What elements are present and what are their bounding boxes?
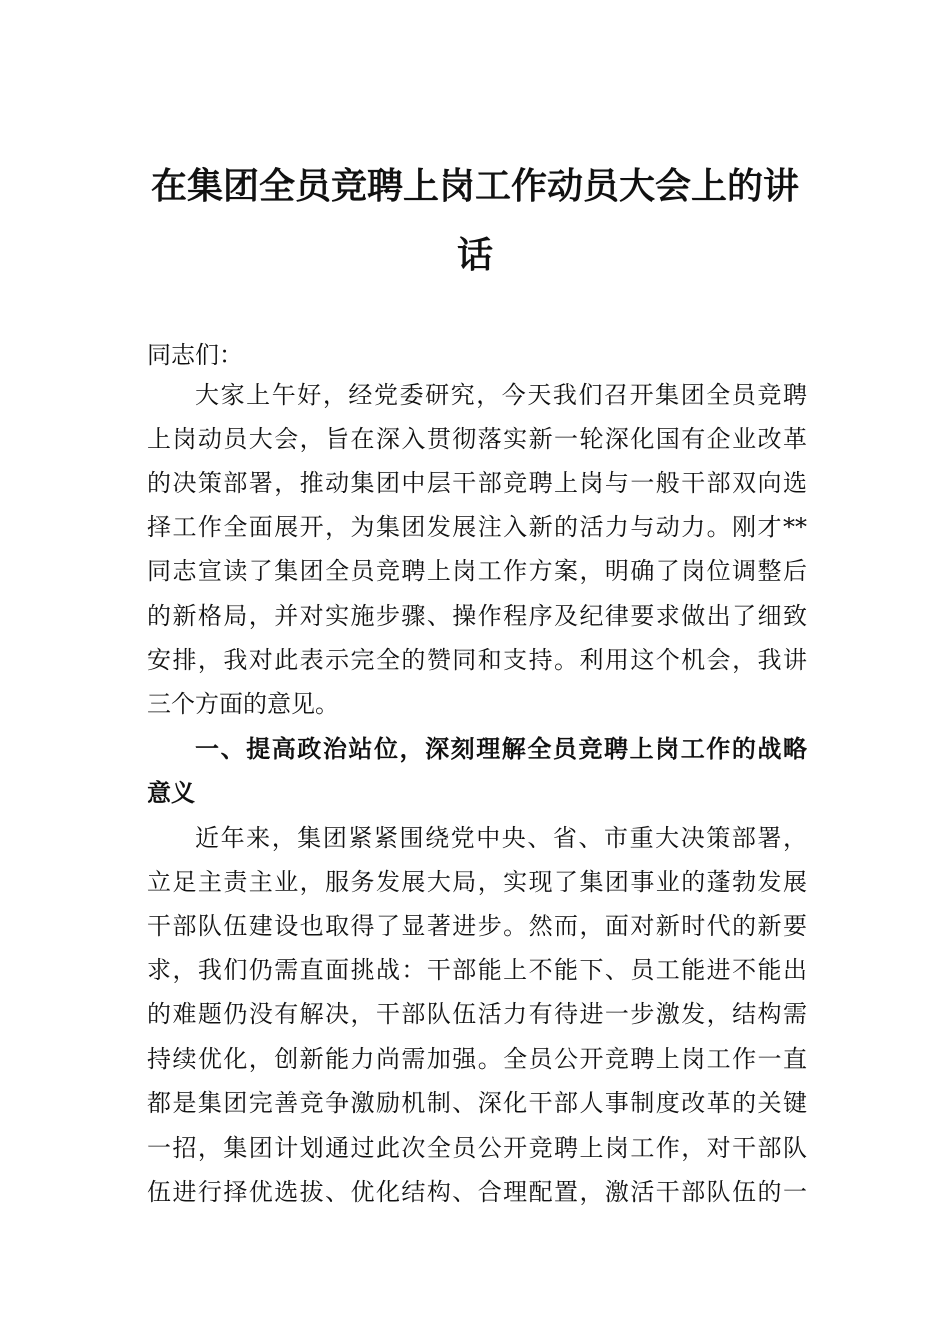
paragraph-line: 求，我们仍需直面挑战：干部能上不能下、员工能进不能出	[147, 956, 807, 984]
paragraph-line: 安排，我对此表示完全的赞同和支持。利用这个机会，我讲	[147, 646, 807, 674]
paragraph-line: 的难题仍没有解决，干部队伍活力有待进一步激发，结构需	[147, 1000, 807, 1028]
paragraph-line: 立足主责主业，服务发展大局，实现了集团事业的蓬勃发展	[147, 868, 807, 896]
paragraph-line: 上岗动员大会，旨在深入贯彻落实新一轮深化国有企业改革	[147, 425, 807, 453]
paragraph-line: 持续优化，创新能力尚需加强。全员公开竞聘上岗工作一直	[147, 1045, 807, 1073]
paragraph-line: 伍进行择优选拔、优化结构、合理配置，激活干部队伍的一	[147, 1178, 807, 1206]
paragraph-line: 三个方面的意见。	[147, 690, 339, 718]
paragraph-line: 择工作全面展开，为集团发展注入新的活力与动力。刚才**	[147, 513, 807, 541]
paragraph-line: 的新格局，并对实施步骤、操作程序及纪律要求做出了细致	[147, 602, 807, 630]
paragraph-line: 的决策部署，推动集团中层干部竞聘上岗与一般干部双向选	[147, 469, 807, 497]
document-title-line-2: 话	[456, 234, 493, 276]
paragraph-line: 都是集团完善竞争激励机制、深化干部人事制度改革的关键	[147, 1089, 807, 1117]
section-heading-line-2: 意义	[147, 779, 195, 807]
salutation: 同志们：	[147, 341, 243, 369]
paragraph-line: 大家上午好，经党委研究，今天我们召开集团全员竞聘	[195, 381, 807, 409]
section-heading-line-1: 一、提高政治站位，深刻理解全员竞聘上岗工作的战略	[195, 735, 807, 763]
document-title-line-1: 在集团全员竞聘上岗工作动员大会上的讲	[150, 165, 799, 207]
paragraph-line: 近年来，集团紧紧围绕党中央、省、市重大决策部署，	[195, 824, 807, 852]
paragraph-line: 干部队伍建设也取得了显著进步。然而，面对新时代的新要	[147, 912, 807, 940]
paragraph-line: 一招，集团计划通过此次全员公开竞聘上岗工作，对干部队	[147, 1134, 807, 1162]
paragraph-line: 同志宣读了集团全员竞聘上岗工作方案，明确了岗位调整后	[147, 557, 807, 585]
